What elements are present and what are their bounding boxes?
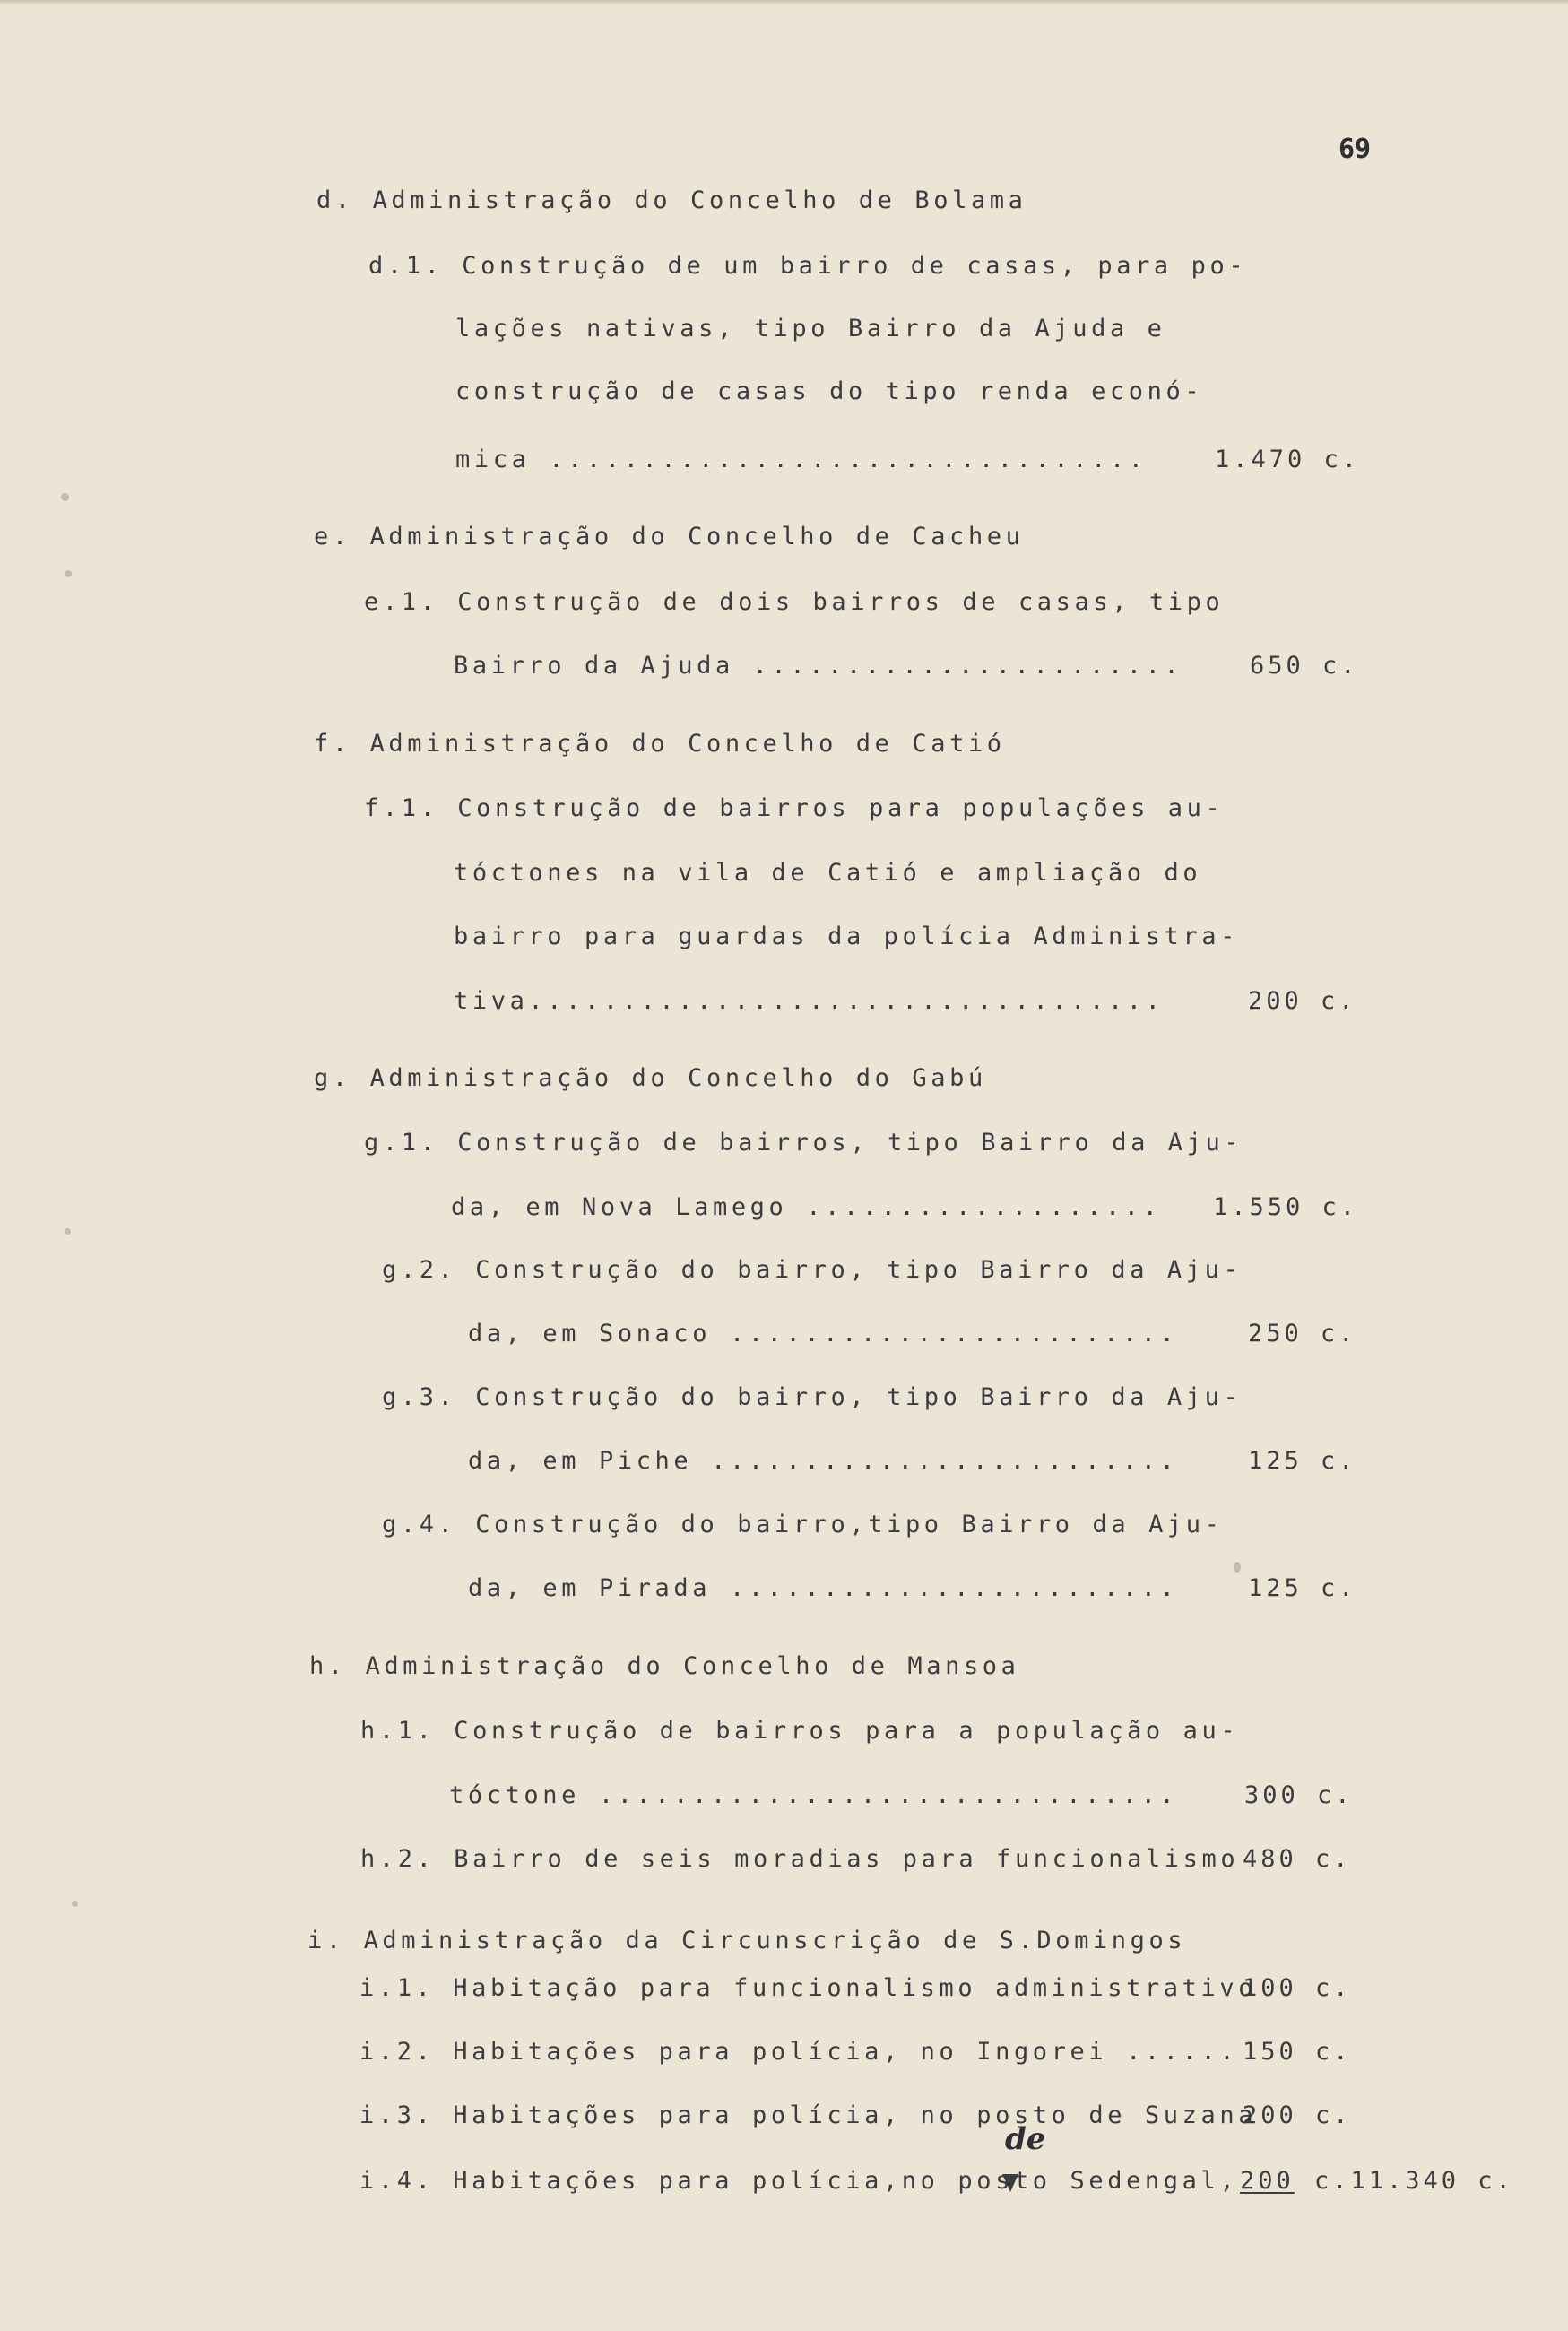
item-line: f.1. Construção de bairros para populações au-: [364, 794, 1225, 822]
item-amount: 125 c.: [1248, 1447, 1357, 1475]
section-heading-d: d. Administração do Concelho de Bolama: [316, 186, 1027, 214]
grand-total: c.11.340 c.: [1314, 2167, 1514, 2195]
scan-speck: [1234, 1562, 1241, 1573]
section-heading-e: e. Administração do Concelho de Cacheu: [314, 523, 1025, 550]
scan-top-edge: [0, 0, 1568, 5]
item-line: tóctones na vila de Catió e ampliação do: [454, 859, 1202, 887]
item-line: da, em Nova Lamego ...................: [451, 1193, 1162, 1221]
item-line: h.1. Construção de bairros para a população au-: [360, 1717, 1240, 1745]
item-line: mica ................................: [455, 446, 1148, 473]
item-line: i.2. Habitações para polícia, no Ingorei ......: [360, 2038, 1239, 2066]
item-amount: 150 c.: [1243, 2038, 1352, 2066]
item-line: i.1. Habitação para funcionalismo administrativo: [360, 1974, 1258, 2002]
item-amount: 650 c.: [1250, 652, 1359, 680]
item-line: e.1. Construção de dois bairros de casas, tipo: [364, 588, 1225, 616]
item-amount: 200 c.: [1248, 987, 1357, 1015]
section-heading-i: i. Administração da Circunscrição de S.Domingos: [308, 1927, 1187, 1954]
scan-speck: [72, 1901, 78, 1907]
item-amount: 300 c.: [1244, 1781, 1354, 1809]
item-line: construção de casas do tipo renda econó-: [455, 377, 1204, 405]
item-line: h.2. Bairro de seis moradias para funcionalismo: [360, 1845, 1240, 1873]
item-line: d.1. Construção de um bairro de casas, para po-: [368, 252, 1248, 280]
item-amount: 1.550 c.: [1213, 1193, 1359, 1221]
scan-speck: [65, 570, 72, 577]
item-line: g.2. Construção do bairro, tipo Bairro da Aju-: [382, 1256, 1243, 1284]
item-line: Bairro da Ajuda .......................: [454, 652, 1183, 680]
scan-speck: [61, 493, 69, 501]
handwritten-insert: de: [1005, 2121, 1046, 2157]
item-amount: 125 c.: [1248, 1574, 1357, 1602]
item-amount: 250 c.: [1248, 1320, 1357, 1347]
item-amount: 100 c.: [1243, 1974, 1352, 2002]
item-amount: 480 c.: [1243, 1845, 1352, 1873]
section-heading-g: g. Administração do Concelho do Gabú: [314, 1064, 987, 1092]
item-amount: 200 c.: [1243, 2101, 1352, 2129]
item-line: bairro para guardas da polícia Administra-: [454, 923, 1239, 950]
item-amount: 200: [1240, 2167, 1295, 2195]
page-number: 69: [1338, 134, 1372, 165]
scan-speck: [65, 1228, 71, 1235]
item-line: tóctone ...............................: [449, 1781, 1179, 1809]
item-line: tiva..................................: [454, 987, 1165, 1015]
item-amount: 1.470 c.: [1215, 446, 1361, 473]
item-line: g.1. Construção de bairros, tipo Bairro da Aju-: [364, 1129, 1243, 1157]
item-line: da, em Piche .........................: [468, 1447, 1179, 1475]
item-line: da, em Sonaco ........................: [468, 1320, 1179, 1347]
item-line: da, em Pirada ........................: [468, 1574, 1179, 1602]
item-line: lações nativas, tipo Bairro da Ajuda e: [455, 315, 1166, 342]
item-line: g.4. Construção do bairro,tipo Bairro da Aju-: [382, 1511, 1224, 1538]
section-heading-f: f. Administração do Concelho de Catió: [314, 730, 1006, 758]
item-line: g.3. Construção do bairro, tipo Bairro da Aju-: [382, 1383, 1243, 1411]
section-heading-h: h. Administração do Concelho de Mansoa: [309, 1652, 1020, 1680]
item-line: i.3. Habitações para polícia, no posto de Suzana: [360, 2101, 1258, 2129]
item-line: i.4. Habitações para polícia,no posto Sedengal,: [360, 2167, 1239, 2195]
